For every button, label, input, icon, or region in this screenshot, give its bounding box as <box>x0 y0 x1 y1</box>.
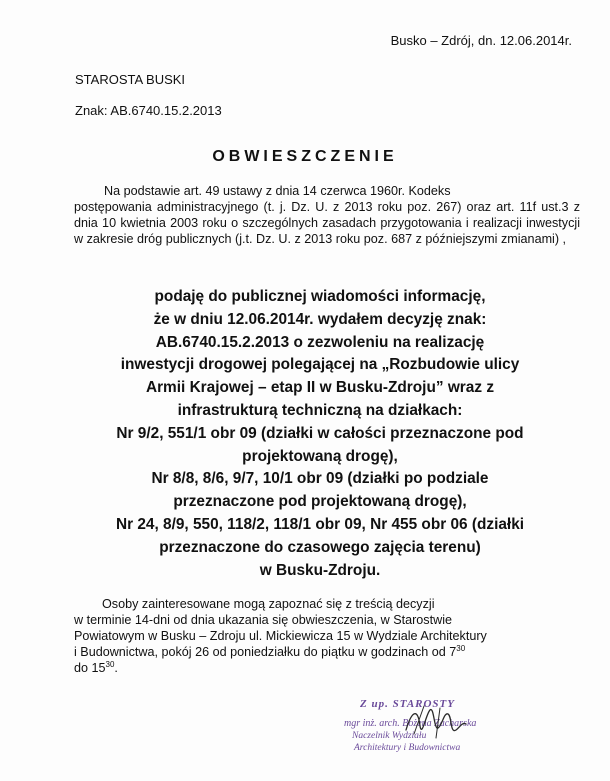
hours-superscript: 30 <box>456 643 466 653</box>
closing-line: Powiatowym w Busku – Zdroju ul. Mickiewicza 15 w Wydziale Architektury <box>74 629 487 643</box>
closing-paragraph <box>74 596 580 676</box>
announcement-line: Nr 8/8, 8/6, 9/7, 10/1 obr 09 (działki po podziale <box>151 470 489 488</box>
intro-paragraph <box>74 183 580 247</box>
stamp-signatory-name: mgr inż. arch. Bożena Zacharska <box>344 718 477 729</box>
closing-period: . <box>114 661 118 675</box>
announcement-line: Nr 24, 8/9, 550, 118/2, 118/1 obr 09, Nr 455 obr 06 (działki <box>115 515 525 533</box>
announcement-block <box>40 286 600 582</box>
intro-rest: postępowania administracyjnego (t. j. Dz. U. z 2013 roku poz. 267) oraz art. 11f ust.3 z dnia 10 kwietnia 2003 roku o szczególnych zasadach przygotowania i realizacji inwestycji w zakresie dróg publicznych (j.t. Dz. U. z 2013 roku poz. 687 z późniejszymi zmianami) , <box>74 200 580 246</box>
closing-line: Osoby zainteresowane mogą zapoznać się z treścią decyzji <box>102 597 435 611</box>
closing-line <box>74 644 580 660</box>
issuer-name: STAROSTA BUSKI <box>75 72 186 87</box>
announcement-line: Nr 9/2, 551/1 obr 09 (działki w całości przeznaczone pod <box>116 424 524 442</box>
stamp-authority-line: Z up. STAROSTY <box>360 698 455 710</box>
announcement-line: podaję do publicznej wiadomości informację, <box>154 288 486 305</box>
stamp-department: Architektury i Budownictwa <box>354 743 461 753</box>
announcement-line: przeznaczone do czasowego zajęcia terenu) <box>159 538 481 556</box>
stamp-position: Naczelnik Wydziału <box>352 731 427 741</box>
closing-line <box>74 660 580 676</box>
announcement-line: Armii Krajowej – etap II w Busku-Zdroju” wraz z <box>145 379 495 397</box>
announcement-line: że w dniu 12.06.2014r. wydałem decyzję znak: <box>153 310 487 328</box>
document-date: Busko – Zdrój, dn. 12.06.2014r. <box>390 33 572 48</box>
intro-first-line: Na podstawie art. 49 ustawy z dnia 14 czerwca 1960r. Kodeks <box>104 184 451 198</box>
announcement-line: infrastrukturą techniczną na działkach: <box>177 401 463 419</box>
hours-superscript: 30 <box>105 659 115 669</box>
announcement-line: przeznaczone pod projektowaną drogę), <box>173 493 467 511</box>
announcement-line: w Busku-Zdroju. <box>259 561 381 579</box>
reference-number: Znak: AB.6740.15.2.2013 <box>75 103 222 118</box>
document-title: OBWIESZCZENIE <box>212 148 398 165</box>
announcement-line: projektowaną drogę), <box>242 447 398 465</box>
announcement-line: AB.6740.15.2.2013 o zezwoleniu na realizację <box>155 333 485 351</box>
handwritten-signature <box>400 700 470 745</box>
office-hours-end: do 15 <box>74 661 106 675</box>
office-hours-text: i Budownictwa, pokój 26 od poniedziałku do piątku w godzinach od 7 <box>74 645 457 659</box>
closing-line: w terminie 14-dni od dnia ukazania się obwieszczenia, w Starostwie <box>74 613 453 627</box>
announcement-line: inwestycji drogowej polegającej na „Rozbudowie ulicy <box>120 356 520 374</box>
